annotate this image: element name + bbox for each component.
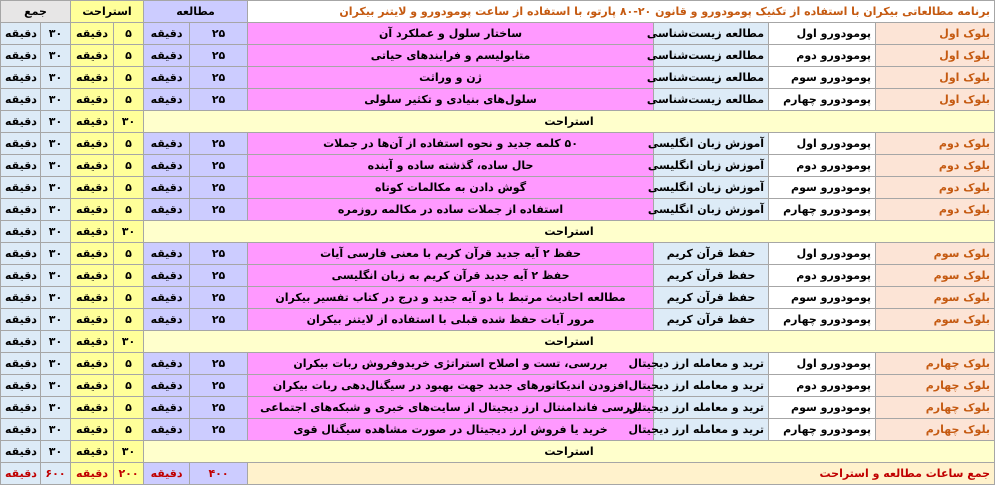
study-unit: دقیقه — [144, 89, 190, 111]
study-unit: دقیقه — [144, 23, 190, 45]
rest-unit: دقیقه — [71, 353, 114, 375]
block-cell: بلوک سوم — [876, 265, 995, 287]
sum-value: ۳۰ — [41, 419, 71, 441]
rest-unit: دقیقه — [71, 199, 114, 221]
rest-value: ۵ — [114, 375, 144, 397]
session-row — [1, 397, 995, 419]
study-value: ۲۵ — [190, 419, 248, 441]
study-value: ۲۵ — [190, 397, 248, 419]
study-value: ۲۵ — [190, 353, 248, 375]
topic-cell: استفاده از جملات ساده در مکالمه روزمره — [248, 199, 654, 221]
pomodoro-cell: پومودورو دوم — [769, 375, 876, 397]
sum-value: ۳۰ — [41, 89, 71, 111]
total-sum-unit: دقیقه — [1, 463, 41, 485]
subject-cell: مطالعه زیست‌شناسی — [654, 67, 769, 89]
rest-value: ۳۰ — [114, 441, 144, 463]
sum-unit: دقیقه — [1, 89, 41, 111]
rest-value: ۵ — [114, 265, 144, 287]
subject-cell: حفظ قرآن کریم — [654, 265, 769, 287]
sum-value: ۳۰ — [41, 67, 71, 89]
break-label: استراحت — [144, 221, 995, 243]
rest-unit: دقیقه — [71, 265, 114, 287]
pomodoro-cell: پومودورو دوم — [769, 155, 876, 177]
pomodoro-cell: پومودورو اول — [769, 133, 876, 155]
block-cell: بلوک چهارم — [876, 397, 995, 419]
topic-cell: افزودن اندیکاتورهای جدید جهت بهبود در سیگنال‌دهی ربات بیکران — [248, 375, 654, 397]
rest-unit: دقیقه — [71, 111, 114, 133]
subject-cell: حفظ قرآن کریم — [654, 243, 769, 265]
sum-value: ۳۰ — [41, 23, 71, 45]
sum-value: ۳۰ — [41, 331, 71, 353]
pomodoro-cell: پومودورو سوم — [769, 67, 876, 89]
pomodoro-cell: پومودورو اول — [769, 353, 876, 375]
sum-unit: دقیقه — [1, 265, 41, 287]
topic-cell: سلول‌های بنیادی و تکثیر سلولی — [248, 89, 654, 111]
pomodoro-cell: پومودورو سوم — [769, 397, 876, 419]
sum-unit: دقیقه — [1, 331, 41, 353]
sum-unit: دقیقه — [1, 199, 41, 221]
block-cell: بلوک اول — [876, 89, 995, 111]
session-row — [1, 155, 995, 177]
sum-unit: دقیقه — [1, 243, 41, 265]
subject-cell: آموزش زبان انگلیسی — [654, 199, 769, 221]
sum-unit: دقیقه — [1, 67, 41, 89]
sum-value: ۳۰ — [41, 45, 71, 67]
study-value: ۲۵ — [190, 199, 248, 221]
study-value: ۲۵ — [190, 309, 248, 331]
sum-value: ۳۰ — [41, 375, 71, 397]
total-sum-value: ۶۰۰ — [41, 463, 71, 485]
study-value: ۲۵ — [190, 67, 248, 89]
sum-value: ۳۰ — [41, 287, 71, 309]
study-value: ۲۵ — [190, 287, 248, 309]
session-row — [1, 45, 995, 67]
header-rest: استراحت — [71, 1, 144, 23]
sum-value: ۳۰ — [41, 177, 71, 199]
break-row — [1, 331, 995, 353]
rest-unit: دقیقه — [71, 67, 114, 89]
rest-value: ۵ — [114, 419, 144, 441]
study-value: ۲۵ — [190, 265, 248, 287]
sum-unit: دقیقه — [1, 155, 41, 177]
sum-unit: دقیقه — [1, 375, 41, 397]
topic-cell: مطالعه احادیث مرتبط با دو آیه جدید و درج در کتاب تفسیر بیکران — [248, 287, 654, 309]
total-study-unit: دقیقه — [144, 463, 190, 485]
rest-value: ۵ — [114, 199, 144, 221]
rest-unit: دقیقه — [71, 375, 114, 397]
topic-cell: ساختار سلول و عملکرد آن — [248, 23, 654, 45]
pomodoro-cell: پومودورو چهارم — [769, 199, 876, 221]
subject-cell: مطالعه زیست‌شناسی — [654, 23, 769, 45]
rest-value: ۵ — [114, 177, 144, 199]
study-value: ۲۵ — [190, 375, 248, 397]
pomodoro-cell: پومودورو دوم — [769, 45, 876, 67]
session-row — [1, 67, 995, 89]
rest-unit: دقیقه — [71, 45, 114, 67]
session-row — [1, 23, 995, 45]
block-cell: بلوک اول — [876, 67, 995, 89]
sum-value: ۳۰ — [41, 441, 71, 463]
block-cell: بلوک سوم — [876, 287, 995, 309]
study-unit: دقیقه — [144, 199, 190, 221]
pomodoro-cell: پومودورو سوم — [769, 287, 876, 309]
study-unit: دقیقه — [144, 265, 190, 287]
subject-cell: ترید و معامله ارز دیجیتال — [654, 375, 769, 397]
rest-unit: دقیقه — [71, 441, 114, 463]
study-unit: دقیقه — [144, 397, 190, 419]
sum-unit: دقیقه — [1, 287, 41, 309]
subject-cell: آموزش زبان انگلیسی — [654, 177, 769, 199]
rest-unit: دقیقه — [71, 287, 114, 309]
sum-unit: دقیقه — [1, 45, 41, 67]
rest-unit: دقیقه — [71, 397, 114, 419]
sum-value: ۳۰ — [41, 199, 71, 221]
subject-cell: ترید و معامله ارز دیجیتال — [654, 397, 769, 419]
block-cell: بلوک دوم — [876, 133, 995, 155]
rest-value: ۳۰ — [114, 111, 144, 133]
topic-cell: بررسی، تست و اصلاح استراتژی خریدوفروش ربات بیکران — [248, 353, 654, 375]
rest-unit: دقیقه — [71, 23, 114, 45]
subject-cell: مطالعه زیست‌شناسی — [654, 89, 769, 111]
rest-unit: دقیقه — [71, 89, 114, 111]
break-row — [1, 441, 995, 463]
header-row — [1, 1, 995, 23]
topic-cell: مرور آیات حفظ شده قبلی با استفاده از لایتنر بیکران — [248, 309, 654, 331]
rest-value: ۵ — [114, 287, 144, 309]
sum-value: ۳۰ — [41, 155, 71, 177]
rest-value: ۵ — [114, 243, 144, 265]
rest-unit: دقیقه — [71, 177, 114, 199]
study-unit: دقیقه — [144, 375, 190, 397]
pomodoro-cell: پومودورو چهارم — [769, 89, 876, 111]
rest-unit: دقیقه — [71, 331, 114, 353]
topic-cell: بررسی فاندامنتال ارز دیجیتال از سایت‌های خبری و شبکه‌های اجتماعی — [248, 397, 654, 419]
sum-unit: دقیقه — [1, 309, 41, 331]
block-cell: بلوک دوم — [876, 199, 995, 221]
study-unit: دقیقه — [144, 309, 190, 331]
pomodoro-cell: پومودورو چهارم — [769, 309, 876, 331]
sum-unit: دقیقه — [1, 133, 41, 155]
sum-value: ۳۰ — [41, 397, 71, 419]
study-unit: دقیقه — [144, 155, 190, 177]
study-value: ۲۵ — [190, 133, 248, 155]
subject-cell: آموزش زبان انگلیسی — [654, 133, 769, 155]
study-unit: دقیقه — [144, 67, 190, 89]
rest-value: ۵ — [114, 23, 144, 45]
topic-cell: ۵۰ کلمه جدید و نحوه استفاده از آن‌ها در جملات — [248, 133, 654, 155]
subject-cell: ترید و معامله ارز دیجیتال — [654, 419, 769, 441]
sum-value: ۳۰ — [41, 265, 71, 287]
subject-cell: حفظ قرآن کریم — [654, 309, 769, 331]
pomodoro-cell: پومودورو اول — [769, 23, 876, 45]
topic-cell: حفظ ۲ آیه جدید قرآن کریم با معنی فارسی آیات — [248, 243, 654, 265]
header-sum: جمع — [1, 1, 71, 23]
sum-unit: دقیقه — [1, 221, 41, 243]
sum-value: ۳۰ — [41, 221, 71, 243]
sum-value: ۳۰ — [41, 309, 71, 331]
block-cell: بلوک سوم — [876, 243, 995, 265]
sum-unit: دقیقه — [1, 441, 41, 463]
sum-value: ۳۰ — [41, 243, 71, 265]
rest-value: ۵ — [114, 155, 144, 177]
sum-unit: دقیقه — [1, 353, 41, 375]
rest-value: ۵ — [114, 353, 144, 375]
session-row — [1, 287, 995, 309]
totals-label: جمع ساعات مطالعه و استراحت — [248, 463, 995, 485]
topic-cell: حال ساده، گذشته ساده و آینده — [248, 155, 654, 177]
subject-cell: حفظ قرآن کریم — [654, 287, 769, 309]
sum-unit: دقیقه — [1, 23, 41, 45]
session-row — [1, 133, 995, 155]
session-row — [1, 177, 995, 199]
session-row — [1, 243, 995, 265]
study-unit: دقیقه — [144, 353, 190, 375]
block-cell: بلوک اول — [876, 45, 995, 67]
break-label: استراحت — [144, 111, 995, 133]
study-unit: دقیقه — [144, 287, 190, 309]
study-unit: دقیقه — [144, 419, 190, 441]
rest-unit: دقیقه — [71, 419, 114, 441]
break-label: استراحت — [144, 331, 995, 353]
rest-unit: دقیقه — [71, 155, 114, 177]
subject-cell: آموزش زبان انگلیسی — [654, 155, 769, 177]
study-unit: دقیقه — [144, 177, 190, 199]
break-row — [1, 111, 995, 133]
rest-value: ۵ — [114, 397, 144, 419]
total-rest-value: ۲۰۰ — [114, 463, 144, 485]
block-cell: بلوک سوم — [876, 309, 995, 331]
break-row — [1, 221, 995, 243]
header-study: مطالعه — [144, 1, 248, 23]
rest-value: ۵ — [114, 67, 144, 89]
total-study-value: ۴۰۰ — [190, 463, 248, 485]
rest-unit: دقیقه — [71, 221, 114, 243]
pomodoro-cell: پومودورو چهارم — [769, 419, 876, 441]
rest-value: ۵ — [114, 89, 144, 111]
session-row — [1, 375, 995, 397]
study-value: ۲۵ — [190, 89, 248, 111]
subject-cell: مطالعه زیست‌شناسی — [654, 45, 769, 67]
sum-unit: دقیقه — [1, 177, 41, 199]
pomodoro-cell: پومودورو دوم — [769, 265, 876, 287]
topic-cell: حفظ ۲ آیه جدید قرآن کریم به زبان انگلیسی — [248, 265, 654, 287]
rest-value: ۳۰ — [114, 221, 144, 243]
session-row — [1, 199, 995, 221]
rest-value: ۵ — [114, 309, 144, 331]
sum-unit: دقیقه — [1, 419, 41, 441]
study-value: ۲۵ — [190, 45, 248, 67]
block-cell: بلوک دوم — [876, 155, 995, 177]
rest-value: ۵ — [114, 45, 144, 67]
rest-unit: دقیقه — [71, 243, 114, 265]
sum-value: ۳۰ — [41, 133, 71, 155]
study-unit: دقیقه — [144, 133, 190, 155]
block-cell: بلوک چهارم — [876, 419, 995, 441]
pomodoro-cell: پومودورو اول — [769, 243, 876, 265]
study-value: ۲۵ — [190, 177, 248, 199]
block-cell: بلوک اول — [876, 23, 995, 45]
study-unit: دقیقه — [144, 243, 190, 265]
rest-unit: دقیقه — [71, 133, 114, 155]
sum-value: ۳۰ — [41, 353, 71, 375]
session-row — [1, 309, 995, 331]
rest-unit: دقیقه — [71, 309, 114, 331]
page-title: برنامه مطالعاتی بیکران با استفاده از تکنیک پومودورو و قانون ۲۰-۸۰ پارتو، با استفاده از ساعت پومودورو و لایتنر بیکران — [248, 1, 995, 23]
study-value: ۲۵ — [190, 155, 248, 177]
block-cell: بلوک دوم — [876, 177, 995, 199]
footer-row — [1, 463, 995, 485]
rest-value: ۳۰ — [114, 331, 144, 353]
sum-unit: دقیقه — [1, 397, 41, 419]
session-row — [1, 89, 995, 111]
block-cell: بلوک چهارم — [876, 353, 995, 375]
sum-value: ۳۰ — [41, 111, 71, 133]
block-cell: بلوک چهارم — [876, 375, 995, 397]
pomodoro-cell: پومودورو سوم — [769, 177, 876, 199]
session-row — [1, 419, 995, 441]
sum-unit: دقیقه — [1, 111, 41, 133]
break-label: استراحت — [144, 441, 995, 463]
topic-cell: ژن و وراثت — [248, 67, 654, 89]
topic-cell: متابولیسم و فرایندهای حیاتی — [248, 45, 654, 67]
total-rest-unit: دقیقه — [71, 463, 114, 485]
study-unit: دقیقه — [144, 45, 190, 67]
study-value: ۲۵ — [190, 23, 248, 45]
session-row — [1, 353, 995, 375]
topic-cell: گوش دادن به مکالمات کوتاه — [248, 177, 654, 199]
study-value: ۲۵ — [190, 243, 248, 265]
rest-value: ۵ — [114, 133, 144, 155]
topic-cell: خرید یا فروش ارز دیجیتال در صورت مشاهده سیگنال قوی — [248, 419, 654, 441]
subject-cell: ترید و معامله ارز دیجیتال — [654, 353, 769, 375]
session-row — [1, 265, 995, 287]
